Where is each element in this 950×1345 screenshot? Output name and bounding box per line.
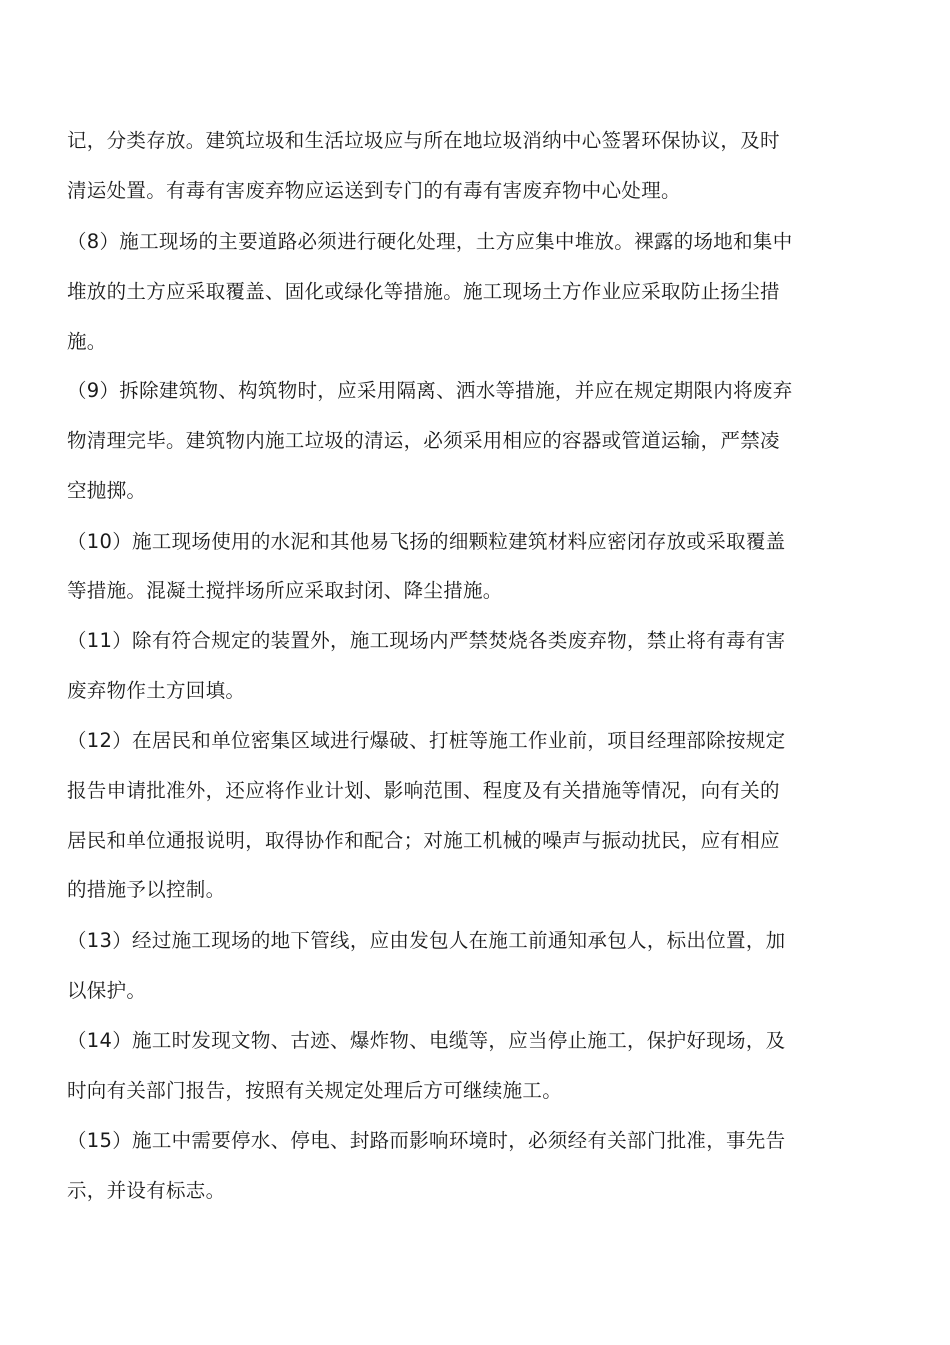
text-line: （15）施工中需要停水、停电、封路而影响环境时，必须经有关部门批准，事先告 — [67, 1129, 786, 1152]
text-line: 等措施。混凝土搅拌场所应采取封闭、降尘措施。 — [67, 579, 503, 602]
text-line: 施。 — [67, 330, 107, 353]
text-line: 记，分类存放。建筑垃圾和生活垃圾应与所在地垃圾消纳中心签署环保协议，及时 — [67, 129, 780, 152]
text-line: 时向有关部门报告，按照有关规定处理后方可继续施工。 — [67, 1079, 563, 1102]
text-line: 以保护。 — [67, 979, 147, 1002]
text-line: 空抛掷。 — [67, 479, 147, 502]
text-line: 报告申请批准外，还应将作业计划、影响范围、程度及有关措施等情况，向有关的 — [67, 779, 780, 802]
text-line: 的措施予以控制。 — [67, 878, 226, 901]
text-line: 清运处置。有毒有害废弃物应运送到专门的有毒有害废弃物中心处理。 — [67, 179, 681, 202]
text-line: （13）经过施工现场的地下管线，应由发包人在施工前通知承包人，标出位置，加 — [67, 929, 786, 952]
text-line: （9）拆除建筑物、构筑物时，应采用隔离、洒水等措施，并应在规定期限内将废弃 — [67, 379, 793, 402]
text-line: 废弃物作土方回填。 — [67, 679, 246, 702]
text-line: （14）施工时发现文物、古迹、爆炸物、电缆等，应当停止施工，保护好现场，及 — [67, 1029, 786, 1052]
text-line: 示，并设有标志。 — [67, 1179, 226, 1202]
text-line: （8）施工现场的主要道路必须进行硬化处理，土方应集中堆放。裸露的场地和集中 — [67, 230, 793, 253]
text-line: （10）施工现场使用的水泥和其他易飞扬的细颗粒建筑材料应密闭存放或采取覆盖 — [67, 530, 786, 553]
text-line: （12）在居民和单位密集区域进行爆破、打桩等施工作业前，项目经理部除按规定 — [67, 729, 786, 752]
text-line: （11）除有符合规定的装置外，施工现场内严禁焚烧各类废弃物，禁止将有毒有害 — [67, 629, 786, 652]
text-line: 堆放的土方应采取覆盖、固化或绿化等措施。施工现场土方作业应采取防止扬尘措 — [67, 280, 780, 303]
text-line: 居民和单位通报说明，取得协作和配合；对施工机械的噪声与振动扰民，应有相应 — [67, 829, 780, 852]
text-line: 物清理完毕。建筑物内施工垃圾的清运，必须采用相应的容器或管道运输，严禁凌 — [67, 429, 780, 452]
